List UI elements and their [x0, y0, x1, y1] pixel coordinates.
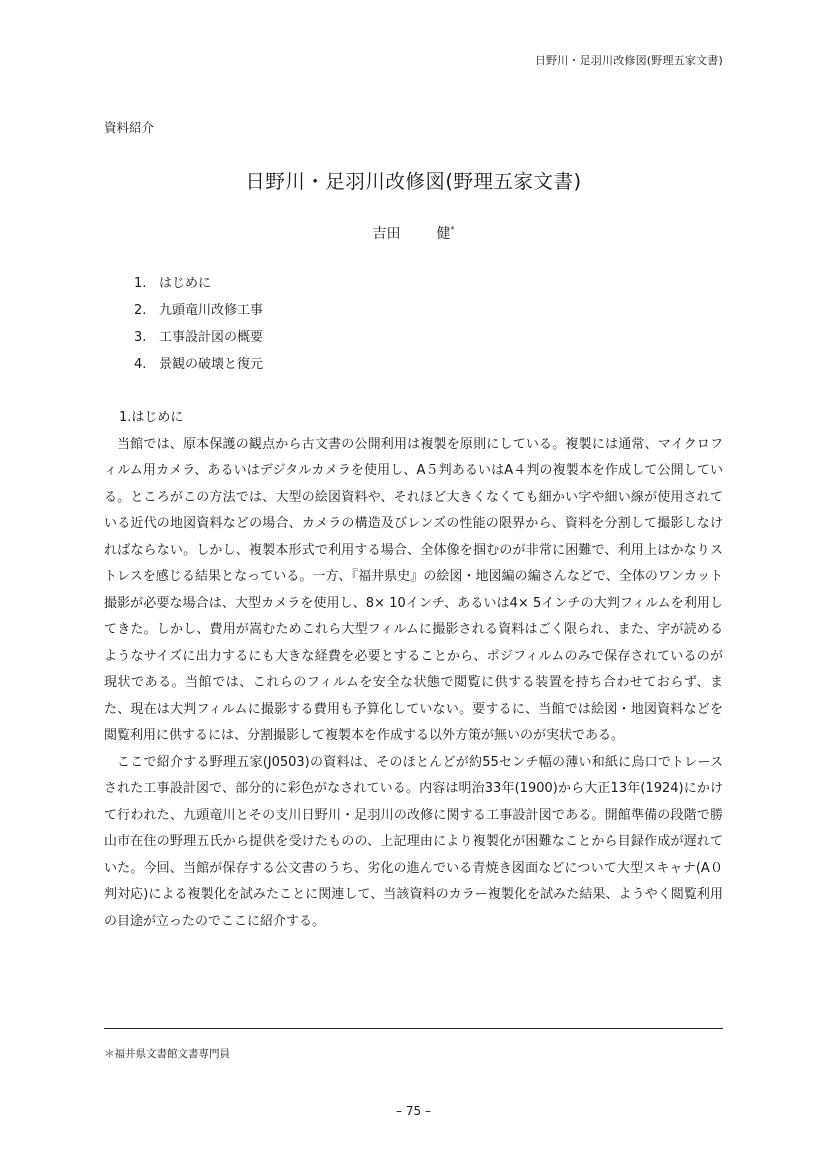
body-paragraph: 当館では、原本保護の観点から古文書の公開利用は複製を原則にしている。複製には通常、マイクロフィルム用カメラ、あるいはデジタルカメラを使用し、A５判あるいはA４判の複製本を作成して公開している。ところがこの方法では、大型の絵図資料や、それほど大きくなくても細かい字や細い線が使用されている近代の地図資料などの場合、カメラの構造及びレンズの性能の限界から、資料を分割して撮影しなければならない。しかし、複製本形式で利用する場合、全体像を掴むのが非常に困難で、利用上はかなりストレスを感じる結果となっている。一方、『福井県史』の絵図・地図編の編さんなどで、全体のワンカット撮影が必要な場合は、大型カメラを使用し、8× 10インチ、あるいは4× 5インチの大判フィルムを利用してきた。しかし、費用が嵩むためこれら大型フィルムに撮影される資料はごく限られ、また、字が読めるようなサイズに出力するにも大きな経費を必要とすることから、ポジフィルムのみで保存されているのが現状である。当館では、これらのフィルムを安全な状態で閲覧に供する装置を持ち合わせておらず、また、現在は大判フィルムに撮影する費用も予算化していない。要するに、当館では絵図・地図資料などを閲覧利用に供するには、分割撮影して複製本を作成する以外方策が無いのが実状である。: [104, 436, 723, 743]
footnote: ＊福井県文書館文書専門員: [104, 1048, 230, 1060]
toc-item: [134, 275, 263, 302]
toc-item: [134, 329, 263, 356]
author-line: [0, 223, 827, 243]
toc-item-number: 1.: [134, 276, 147, 291]
toc-item: [134, 356, 263, 383]
running-header: 日野川・足羽川改修図(野理五家文書): [534, 54, 723, 67]
toc-item: [134, 302, 263, 329]
section-heading: 1.はじめに: [119, 410, 184, 425]
toc-item-text: 景観の破壊と復元: [159, 357, 264, 372]
article-title: 日野川・足羽川改修図(野理五家文書): [245, 170, 582, 193]
toc-item-text: 九頭竜川改修工事: [159, 303, 264, 318]
author-family-name: 吉田: [372, 226, 401, 242]
section-label: 資料紹介: [104, 120, 155, 135]
author-given-name: 健: [436, 226, 451, 242]
table-of-contents: [134, 275, 263, 383]
page-number: – 75 –: [396, 1104, 431, 1118]
toc-item-number: 4.: [134, 357, 147, 372]
article-body: [104, 405, 723, 935]
body-paragraph: ここで紹介する野理五家(J0503)の資料は、そのほとんどが約55センチ幅の薄い和紙に烏口でトレースされた工事設計図で、部分的に彩色がなされている。内容は明治33年(1900)から大正13年(1924)にかけて行われた、九頭竜川とその支川日野川・足羽川の改修に関する工事設計図である。開館準備の段階で勝山市在住の野理五氏から提供を受けたものの、上記理由により複製化が困難なことから目録作成が遅れていた。今回、当館が保存する公文書のうち、劣化の進んでいる青焼き図面などについて大型スキャナ(A０判対応)による複製化を試みたことに関連して、当該資料のカラー複製化を試みた結果、ようやく閲覧利用の目途が立ったのでここに紹介する。: [104, 754, 723, 929]
toc-item-number: 2.: [134, 303, 147, 318]
toc-item-number: 3.: [134, 330, 147, 345]
toc-item-text: はじめに: [159, 276, 212, 291]
author-footnote-mark: *: [450, 225, 455, 234]
toc-item-text: 工事設計図の概要: [159, 330, 264, 345]
footnote-divider: [104, 1028, 723, 1029]
